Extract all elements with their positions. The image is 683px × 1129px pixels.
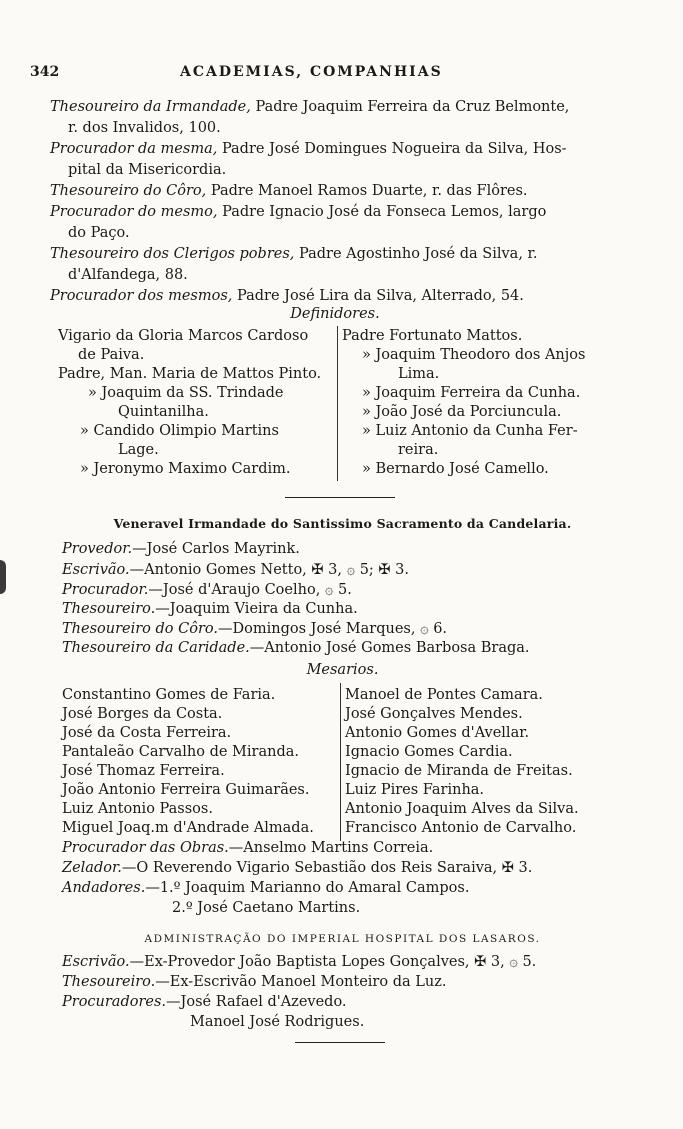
- list-item: Pantaleão Carvalho de Miranda.: [62, 744, 299, 760]
- list-item: reira.: [398, 442, 439, 458]
- running-title: ACADEMIAS, COMPANHIAS: [180, 64, 443, 80]
- list-item: » Luiz Antonio da Cunha Fer-: [362, 423, 578, 439]
- list-item: Ignacio de Miranda de Freitas.: [345, 763, 573, 779]
- list-item: Luiz Antonio Passos.: [62, 801, 213, 817]
- text-line: d'Alfandega, 88.: [68, 267, 188, 283]
- list-item: » Jeronymo Maximo Cardim.: [80, 461, 291, 477]
- list-item: Antonio Joaquim Alves da Silva.: [345, 801, 579, 817]
- section-title: ADMINISTRAÇÃO DO IMPERIAL HOSPITAL DOS LASAROS.: [144, 933, 541, 945]
- officer-line: Zelador.—O Reverendo Vigario Sebastião dos Reis Saraiva, ✠ 3.: [62, 860, 533, 876]
- list-item: Antonio Gomes d'Avellar.: [345, 725, 530, 741]
- list-item: Lima.: [398, 366, 440, 382]
- officer-line: Procurador.—José d'Araujo Coelho, ۞ 5.: [62, 582, 352, 598]
- list-item: » Joaquim Theodoro dos Anjos: [362, 347, 586, 363]
- list-item: Padre, Man. Maria de Mattos Pinto.: [58, 366, 322, 382]
- officer-line: Procuradores.—José Rafael d'Azevedo.: [62, 994, 347, 1010]
- text-line: Thesoureiro dos Clerigos pobres, Padre Agostinho José da Silva, r.: [50, 246, 538, 262]
- officer-line: Escrivão.—Ex-Provedor João Baptista Lopes Gonçalves, ✠ 3, ۞ 5.: [62, 954, 537, 970]
- list-item: Quintanilha.: [118, 404, 209, 420]
- officer-line: Andadores.—1.º Joaquim Marianno do Amaral Campos.: [62, 880, 470, 896]
- text-line: do Paço.: [68, 225, 130, 241]
- list-item: de Paiva.: [78, 347, 145, 363]
- column-divider: [340, 683, 341, 841]
- section-divider: [285, 497, 395, 498]
- list-item: José Gonçalves Mendes.: [345, 706, 523, 722]
- list-item: José da Costa Ferreira.: [62, 725, 232, 741]
- list-item: » Joaquim da SS. Trindade: [88, 385, 284, 401]
- list-item: Manoel de Pontes Camara.: [345, 687, 543, 703]
- section-title: Veneravel Irmandade do Santissimo Sacramento da Candelaria.: [113, 516, 572, 531]
- officer-line: Thesoureiro.—Joaquim Vieira da Cunha.: [62, 601, 358, 617]
- list-item: Francisco Antonio de Carvalho.: [345, 820, 577, 836]
- list-item: » Joaquim Ferreira da Cunha.: [362, 385, 581, 401]
- list-item: Lage.: [118, 442, 159, 458]
- text-line: Procurador do mesmo, Padre Ignacio José da Fonseca Lemos, largo: [50, 204, 547, 220]
- list-item: Miguel Joaq.m d'Andrade Almada.: [62, 820, 314, 836]
- list-item: » Candido Olimpio Martins: [80, 423, 279, 439]
- list-item: Padre Fortunato Mattos.: [342, 328, 523, 344]
- list-item: » João José da Porciuncula.: [362, 404, 562, 420]
- definidores-heading: Definidores.: [290, 306, 380, 322]
- binding-mark: [0, 560, 6, 594]
- section-divider: [295, 1042, 385, 1043]
- list-item: José Thomaz Ferreira.: [62, 763, 225, 779]
- text-line: Procurador dos mesmos, Padre José Lira da Silva, Alterrado, 54.: [50, 288, 524, 304]
- page-number: 342: [30, 64, 60, 80]
- text-line: pital da Misericordia.: [68, 162, 227, 178]
- officer-line: 2.º José Caetano Martins.: [172, 900, 361, 916]
- officer-line: Escrivão.—Antonio Gomes Netto, ✠ 3, ۞ 5; ✠ 3.: [62, 562, 410, 578]
- list-item: José Borges da Costa.: [62, 706, 223, 722]
- column-divider: [337, 326, 338, 481]
- list-item: João Antonio Ferreira Guimarães.: [62, 782, 310, 798]
- officer-line: Thesoureiro do Côro.—Domingos José Marques, ۞ 6.: [62, 621, 448, 637]
- list-item: Constantino Gomes de Faria.: [62, 687, 276, 703]
- officer-line: Thesoureiro da Caridade.—Antonio José Gomes Barbosa Braga.: [62, 640, 530, 656]
- officer-line: Procurador das Obras.—Anselmo Martins Correia.: [62, 840, 434, 856]
- list-item: Vigario da Gloria Marcos Cardoso: [58, 328, 309, 344]
- list-item: Luiz Pires Farinha.: [345, 782, 485, 798]
- list-item: Ignacio Gomes Cardia.: [345, 744, 513, 760]
- officer-line: Provedor.—José Carlos Mayrink.: [62, 541, 300, 557]
- officer-line: Thesoureiro.—Ex-Escrivão Manoel Monteiro da Luz.: [62, 974, 447, 990]
- list-item: » Bernardo José Camello.: [362, 461, 549, 477]
- text-line: Thesoureiro da Irmandade, Padre Joaquim Ferreira da Cruz Belmonte,: [50, 99, 570, 115]
- text-line: r. dos Invalidos, 100.: [68, 120, 221, 136]
- text-line: Thesoureiro do Côro, Padre Manoel Ramos Duarte, r. das Flôres.: [50, 183, 528, 199]
- mesarios-heading: Mesarios.: [306, 662, 379, 678]
- officer-line: Manoel José Rodrigues.: [190, 1014, 365, 1030]
- text-line: Procurador da mesma, Padre José Domingues Nogueira da Silva, Hos-: [50, 141, 567, 157]
